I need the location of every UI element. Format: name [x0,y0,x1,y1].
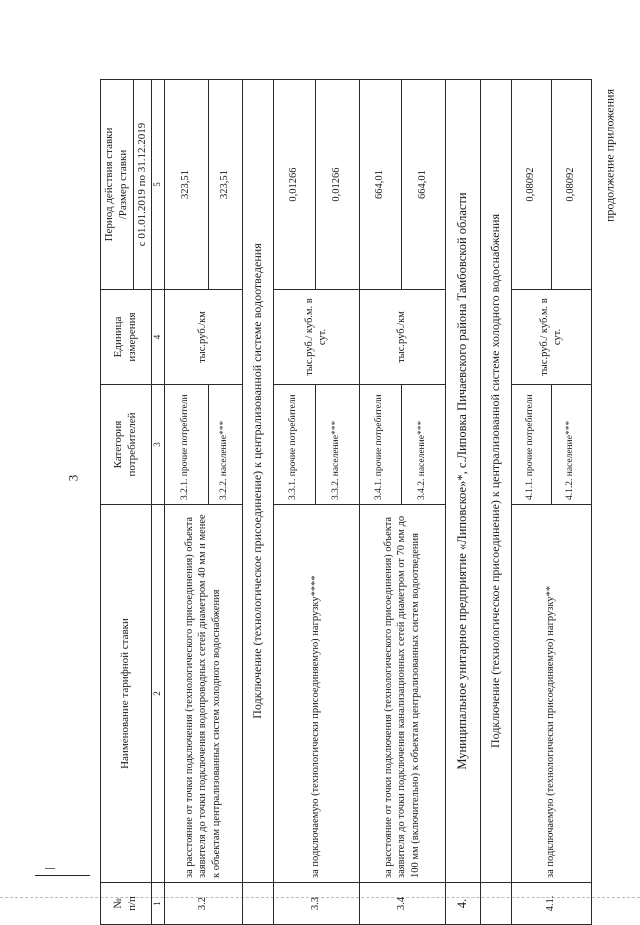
rate-name: за расстояние от точки подключения (технологического присоединения) объекта заявителя до точки подключения водопроводных сетей диаметром 40 мм и менее к объектам централизованных систем холодного водоснабжения [164,505,242,883]
rate-name: за подключаемую (технологически присоединяемую) нагрузку**** [273,505,359,883]
rate-name: за расстояние от точки подключения (технологического присоединения) объекта заявителя до точки подключения канализационных сетей диаметром от 70 мм до 100 мм (включительно) к объектам централизованных систем водоотведения [359,505,445,883]
unit-cell: тыс.руб./км [359,290,445,385]
value-cell: 0,01266 [273,80,315,290]
index-row [152,80,164,925]
unit-cell: тыс.руб./ куб.м. в сут. [273,290,359,385]
table-row [511,80,551,925]
value-cell: 0,08092 [511,80,551,290]
row-num: 3.2 [164,883,242,925]
scan-mark [45,868,55,869]
header-period-dates: с 01.01.2019 по 31.12.2019 [133,80,152,290]
row-num: 4. [445,883,480,925]
index-cell: 2 [152,505,164,883]
category-cell: 3.3.1. прочие потребители [273,385,315,505]
continuation-note: продолжение приложения [602,89,617,222]
table-row [273,80,315,925]
org-row [445,80,480,925]
rate-name: за подключаемую (технологически присоединяемую) нагрузку** [511,505,591,883]
header-row [101,80,134,925]
page-number: 3 [65,474,81,482]
row-num: 3.4 [359,883,445,925]
section-title-sewer: Подключение (технологическое присоединение) к централизованной системе водоотведения [242,80,273,883]
row-num: 4.1. [511,883,591,925]
index-cell: 3 [152,385,164,505]
index-cell: 4 [152,290,164,385]
header-period: Период действия ставки /Размер ставки [101,80,134,290]
org-title: Муниципальное унитарное предприятие «Липовское»*, с.Липовка Пичаевского района Тамбовской области [445,80,480,883]
category-cell: 3.4.2. население*** [401,385,445,505]
category-cell: 3.2.1. прочие потребители [164,385,208,505]
section-spacer [480,883,511,925]
header-category: Категория потребителей [101,385,152,505]
index-cell: 1 [152,883,164,925]
table-row [164,80,208,925]
unit-cell: тыс.руб./км [164,290,242,385]
category-cell: 3.2.2. население*** [208,385,242,505]
index-cell: 5 [152,80,164,290]
header-name: Наименование тарифной ставки [101,505,152,883]
category-cell: 4.1.1. прочие потребители [511,385,551,505]
category-cell: 3.3.2. население*** [315,385,359,505]
value-cell: 0,08092 [551,80,591,290]
section-row [242,80,273,925]
section-row [480,80,511,925]
value-cell: 0,01266 [315,80,359,290]
section-spacer [242,883,273,925]
section-title-water: Подключение (технологическое присоединение) к централизованной системе холодного водоснабжения [480,80,511,883]
row-num: 3.3 [273,883,359,925]
header-unit: Единица измерения [101,290,152,385]
unit-cell: тыс.руб./ куб.м. в сут. [511,290,591,385]
rotated-table-region [100,80,625,925]
scan-line [35,875,90,876]
value-cell: 323,51 [208,80,242,290]
value-cell: 664,01 [359,80,401,290]
category-cell: 4.1.2. население*** [551,385,591,505]
value-cell: 664,01 [401,80,445,290]
tariff-table [100,79,592,925]
table-row [359,80,401,925]
category-cell: 3.4.1. прочие потребители [359,385,401,505]
value-cell: 323,51 [164,80,208,290]
header-num: № п/п [101,883,152,925]
